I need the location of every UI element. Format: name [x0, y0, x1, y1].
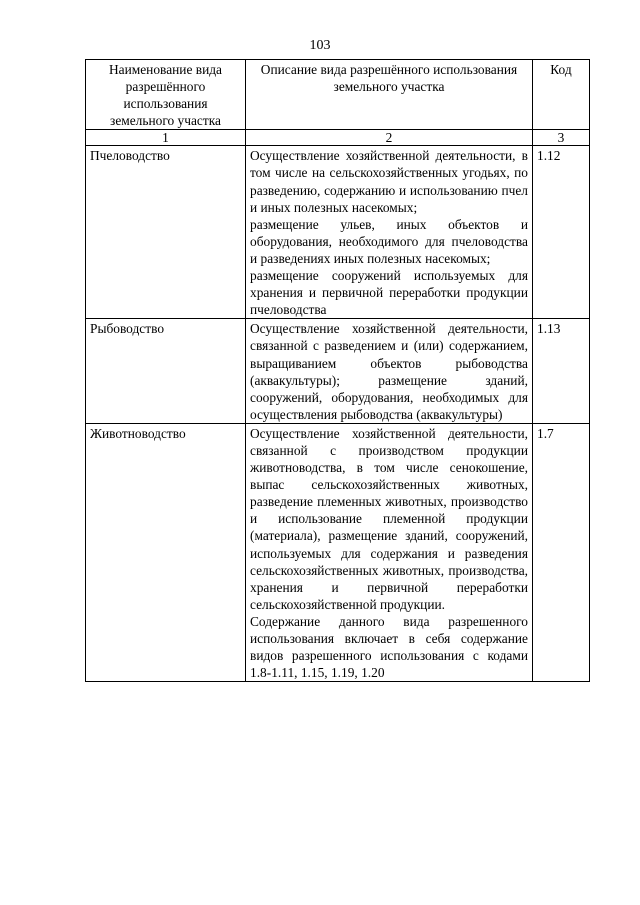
description-paragraph: размещение сооружений используемых для хранения и первичной переработки продукции пчеловодства [250, 268, 528, 318]
column-number-2: 2 [246, 130, 533, 146]
row-name: Животноводство [86, 423, 246, 681]
page-number: 103 [309, 38, 331, 53]
row-code: 1.12 [533, 146, 590, 319]
column-number-3: 3 [533, 130, 590, 146]
column-number-row [86, 130, 590, 146]
row-description [246, 423, 533, 681]
header-name: Наименование вида разрешённого использования земельного участка [86, 60, 246, 130]
table-row [86, 423, 590, 681]
description-paragraph: Осуществление хозяйственной деятельности, в том числе на сельскохозяйственных угодьях, по разведению, содержанию и использованию пчел и иных полезных насекомых; [250, 148, 528, 215]
header-description: Описание вида разрешённого использования земельного участка [246, 60, 533, 130]
description-paragraph: Осуществление хозяйственной деятельности, связанной с разведением и (или) содержанием, выращиванием объектов рыбоводства (аквакультуры); размещение зданий, сооружений, оборудования, необходимых для осуществления рыбоводства (аквакультуры) [250, 321, 528, 422]
description-paragraph: Содержание данного вида разрешенного использования включает в себя содержание видов разрешенного использования с кодами 1.8-1.11, 1.15, 1.19, 1.20 [250, 613, 528, 681]
row-code: 1.7 [533, 423, 590, 681]
row-name: Рыбоводство [86, 319, 246, 424]
row-code: 1.13 [533, 319, 590, 424]
description-paragraph: размещение ульев, иных объектов и оборудования, необходимого для пчеловодства и разведениях иных полезных насекомых; [250, 216, 528, 266]
table-header-row [86, 60, 590, 130]
row-description [246, 146, 533, 319]
row-description [246, 319, 533, 424]
column-number-1: 1 [86, 130, 246, 146]
table-row [86, 319, 590, 424]
land-use-table [85, 59, 590, 682]
row-name: Пчеловодство [86, 146, 246, 319]
header-code: Код [533, 60, 590, 130]
table-row [86, 146, 590, 319]
description-paragraph: Осуществление хозяйственной деятельности, связанной с производством продукции животноводства, в том числе сенокошение, выпас сельскохозяйственных животных, разведение племенных животных, производство и использование племенной продукции (материала), размещение зданий, сооружений, используемых для содержания и разведения сельскохозяйственных животных, производства, хранения и первичной переработки сельскохозяйственной продукции. [250, 425, 528, 612]
